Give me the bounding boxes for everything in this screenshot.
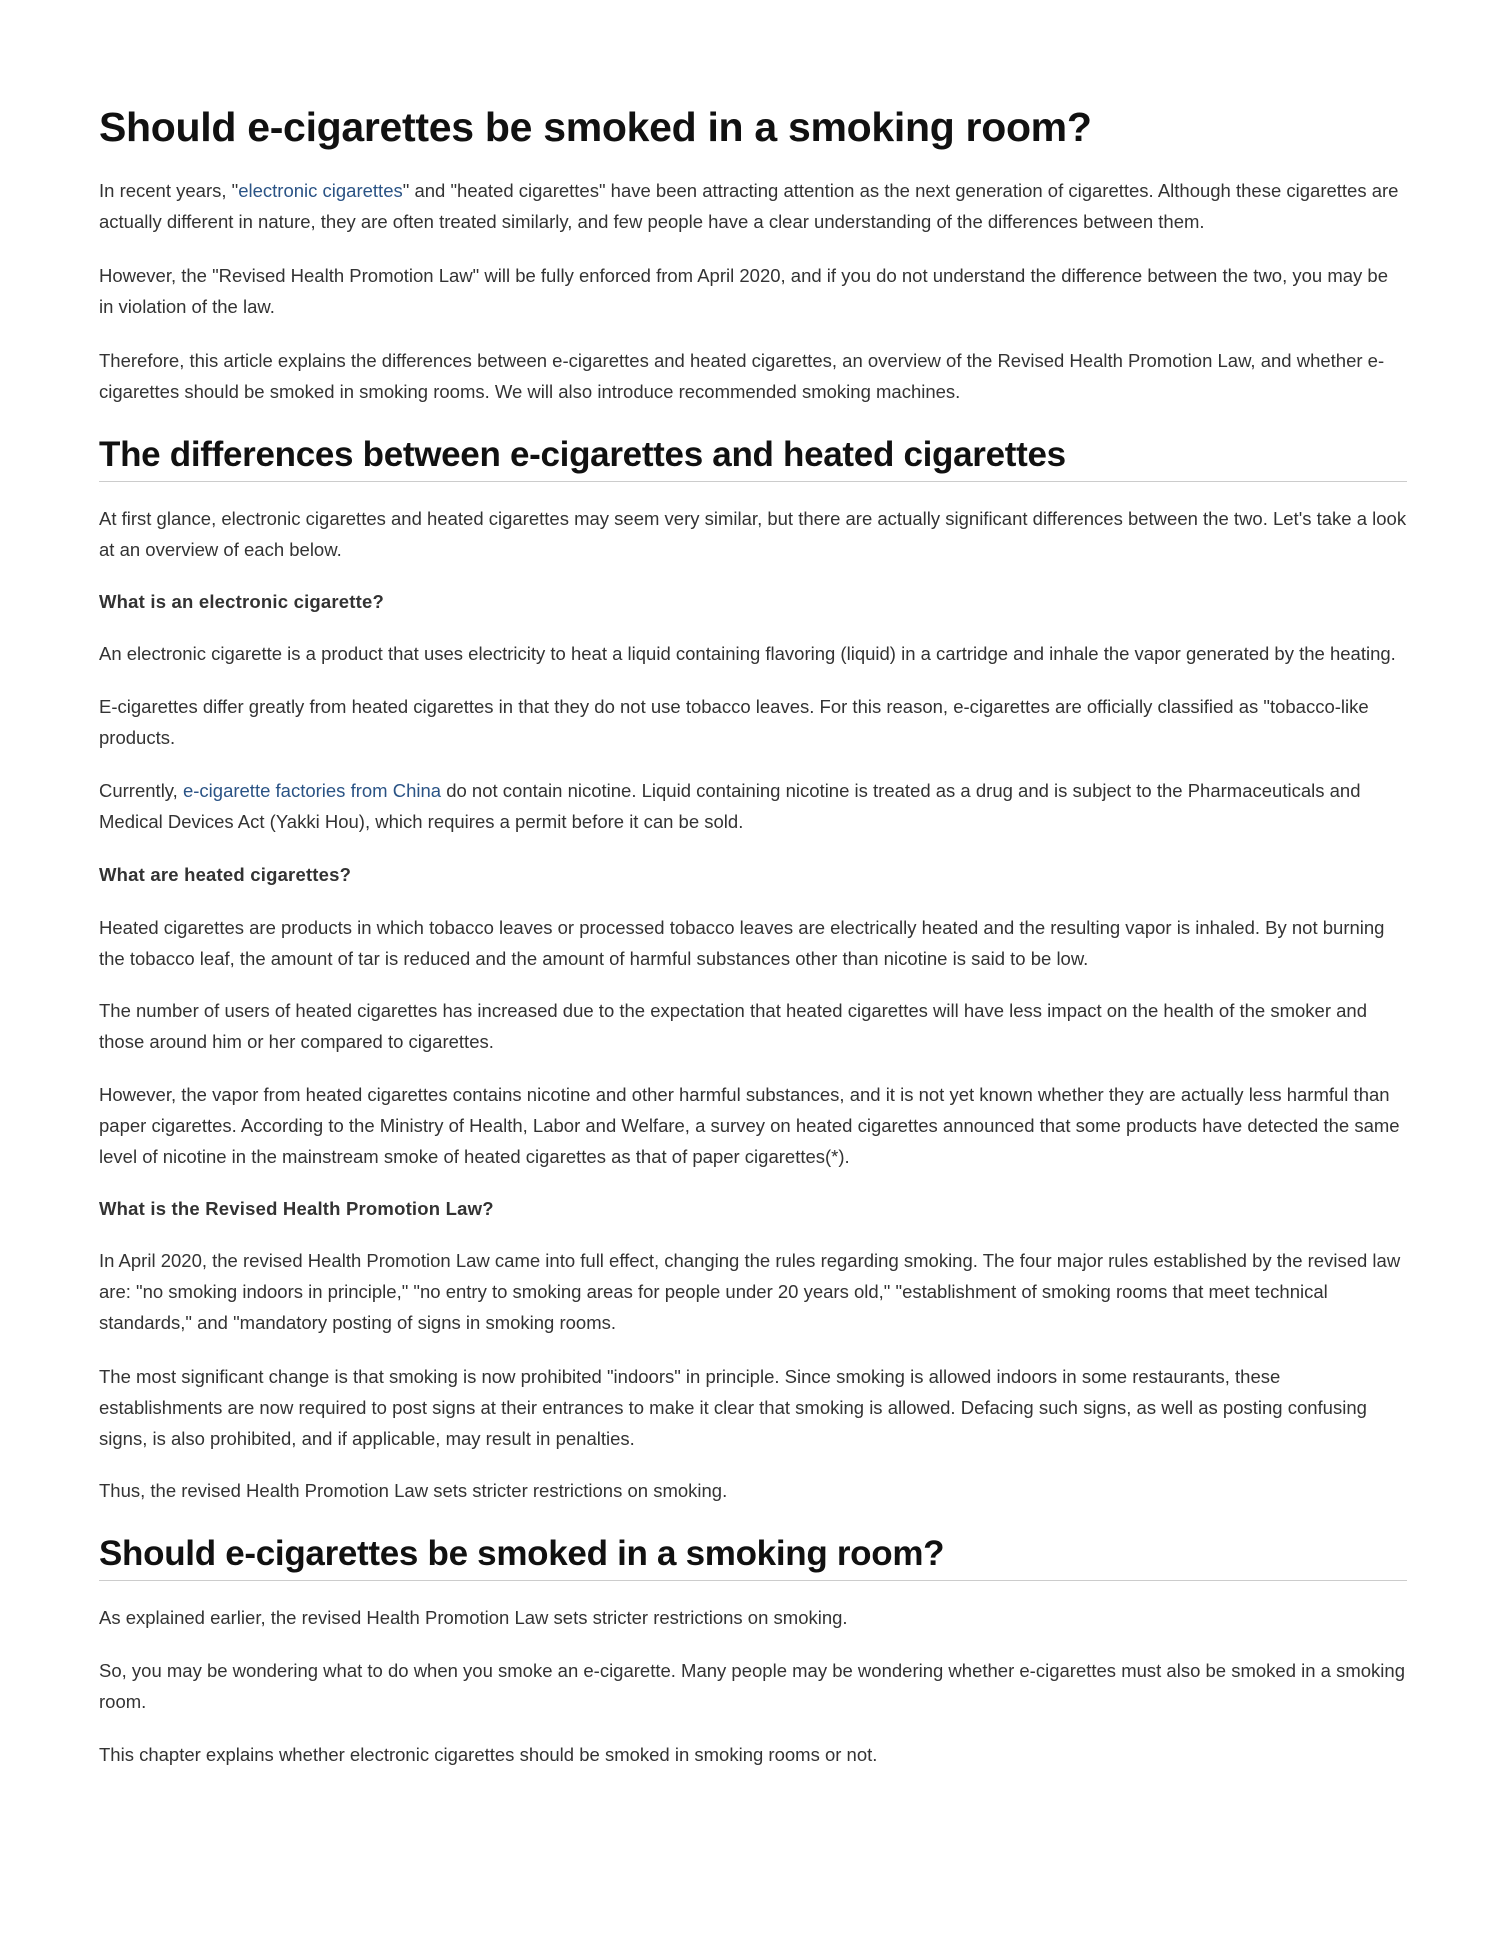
ecig-text-after-link: do not contain nicotine. Liquid containing nicotine is treated as a drug and is subject to the Pharmaceuticals and Medical Devices Act (Yakki Hou), which requires a permit before it can be sold.	[99, 780, 1361, 832]
section-heading-smoking-room: Should e-cigarettes be smoked in a smoking room?	[99, 1531, 1407, 1581]
article	[99, 0, 1407, 1770]
smoking-room-paragraph-2: So, you may be wondering what to do when you smoke an e-cigarette. Many people may be wondering whether e-cigarettes must also be smoked in a smoking room.	[99, 1660, 1405, 1712]
page-title: Should e-cigarettes be smoked in a smoking room?	[99, 104, 1092, 150]
law-paragraph-1: In April 2020, the revised Health Promotion Law came into full effect, changing the rules regarding smoking. The four major rules established by the revised law are: "no smoking indoors in principle," "no entry to smoking areas for people under 20 years old," "establishment of smoking rooms that meet technical standards," and "mandatory posting of signs in smoking rooms.	[99, 1250, 1401, 1333]
intro-text-before-link: In recent years, "	[99, 180, 239, 201]
ecig-paragraph-3	[99, 775, 1407, 837]
heated-paragraph-3: However, the vapor from heated cigarettes contains nicotine and other harmful substances, and it is not yet known whether they are actually less harmful than paper cigarettes. According to the Ministry of Health, Labor and Welfare, a survey on heated cigarettes announced that some products have detected the same level of nicotine in the mainstream smoke of heated cigarettes as that of paper cigarettes(*).	[99, 1084, 1400, 1167]
differences-paragraph-1: At first glance, electronic cigarettes and heated cigarettes may seem very similar, but there are actually significant differences between the two. Let's take a look at an overview of each below.	[99, 508, 1407, 560]
smoking-room-paragraph-1: As explained earlier, the revised Health Promotion Law sets stricter restrictions on smoking.	[99, 1607, 848, 1628]
intro-paragraph-2: However, the "Revised Health Promotion Law" will be fully enforced from April 2020, and if you do not understand the difference between the two, you may be in violation of the law.	[99, 265, 1389, 317]
intro-paragraph-3: Therefore, this article explains the differences between e-cigarettes and heated cigarettes, an overview of the Revised Health Promotion Law, and whether e-cigarettes should be smoked in smoking rooms. We will also introduce recommended smoking machines.	[99, 350, 1385, 402]
section-heading-differences: The differences between e-cigarettes and heated cigarettes	[99, 432, 1407, 482]
ecig-paragraph-2: E-cigarettes differ greatly from heated cigarettes in that they do not use tobacco leaves. For this reason, e-cigarettes are officially classified as "tobacco-like products.	[99, 696, 1369, 748]
subheading-heated-cigarettes: What are heated cigarettes?	[99, 864, 352, 885]
ecig-factories-china-link[interactable]: e-cigarette factories from China	[182, 780, 442, 801]
electronic-cigarettes-link[interactable]: electronic cigarettes	[238, 180, 403, 201]
intro-text-after-link: " and "heated cigarettes" have been attracting attention as the next generation of cigarettes. Although these cigarettes are actually different in nature, they are often treated similarly, and few people have a clear understanding of the differences between them.	[99, 180, 1399, 232]
law-paragraph-3: Thus, the revised Health Promotion Law sets stricter restrictions on smoking.	[99, 1480, 728, 1501]
heated-paragraph-1: Heated cigarettes are products in which tobacco leaves or processed tobacco leaves are electrically heated and the resulting vapor is inhaled. By not burning the tobacco leaf, the amount of tar is reduced and the amount of harmful substances other than nicotine is said to be low.	[99, 917, 1385, 969]
subheading-electronic-cigarette: What is an electronic cigarette?	[99, 591, 385, 612]
ecig-paragraph-1: An electronic cigarette is a product that uses electricity to heat a liquid containing flavoring (liquid) in a cartridge and inhale the vapor generated by the heating.	[99, 643, 1396, 664]
law-paragraph-2: The most significant change is that smoking is now prohibited "indoors" in principle. Since smoking is allowed indoors in some restaurants, these establishments are now required to post signs at their entrances to make it clear that smoking is allowed. Defacing such signs, as well as posting confusing signs, is also prohibited, and if applicable, may result in penalties.	[99, 1366, 1367, 1449]
subheading-revised-law: What is the Revised Health Promotion Law?	[99, 1198, 494, 1219]
smoking-room-paragraph-3: This chapter explains whether electronic cigarettes should be smoked in smoking rooms or not.	[99, 1744, 878, 1765]
ecig-text-before-link: Currently,	[99, 780, 183, 801]
heated-paragraph-2: The number of users of heated cigarettes has increased due to the expectation that heated cigarettes will have less impact on the health of the smoker and those around him or her compared to cigarettes.	[99, 1000, 1368, 1052]
intro-paragraph-1	[99, 175, 1407, 237]
